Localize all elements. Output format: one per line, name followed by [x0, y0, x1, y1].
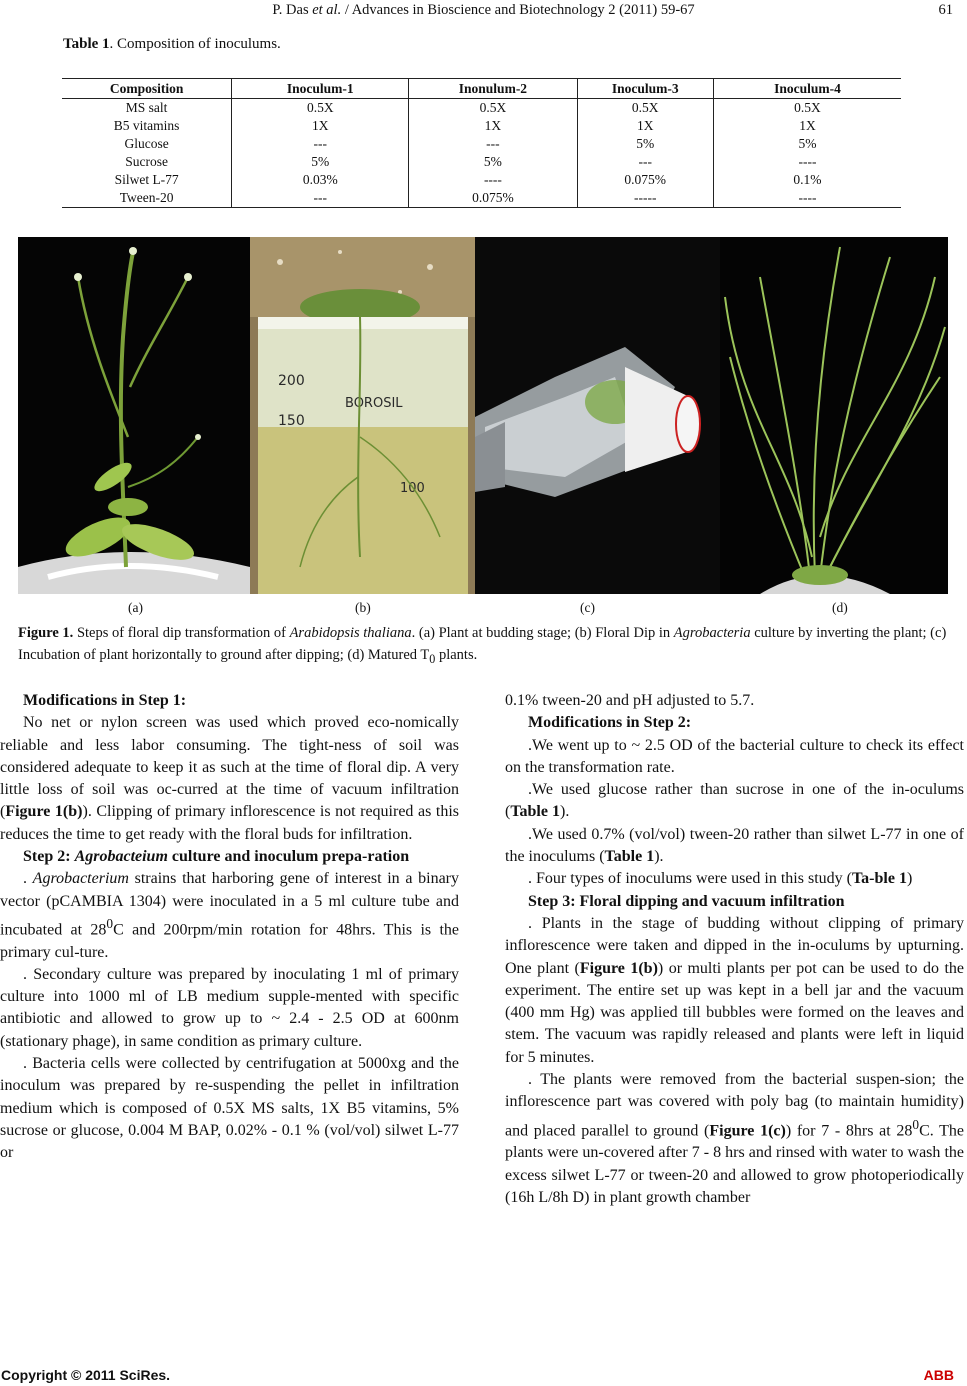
header-etal: et al.: [312, 2, 342, 18]
text: strains that harboring gene of interest in a binary vector (pCAMBIA 1304) were inoculated in a 5 ml culture tube and incubated at 28: [0, 870, 460, 939]
paragraph: .We went up to ~ 2.5 OD of the bacterial culture to check its effect on the transformation rate.: [505, 736, 964, 776]
caption-subscript: 0: [429, 651, 436, 666]
figure-panel-b: [250, 237, 475, 594]
paragraph: . Bacteria cells were collected by centrifugation at 5000xg and the inoculum was prepared by re-suspending the pellet in infiltration medium which is composed of 0.5X MS salts, 1X B5 vitamins, 5% sucrose or glucose, 0.004 M BAP, 0.02% - 0.1 % (vol/vol) silwet L-77 or: [0, 1055, 459, 1162]
composition-table: [62, 78, 901, 208]
left-column: [0, 690, 459, 1165]
beaker-mark-100: 100: [400, 481, 425, 496]
panel-label-b: (b): [355, 600, 371, 615]
table-cell: 0.075%: [409, 189, 577, 208]
figure-reference: Figure 1(b): [5, 803, 83, 821]
panel-label-c: (c): [580, 600, 595, 615]
table-cell: 5%: [577, 135, 713, 153]
text: .We used glucose rather than sucrose in one of the in-oculums (: [505, 781, 964, 821]
paragraph: [505, 1069, 964, 1209]
table-header-cell: Inoculum-4: [713, 79, 901, 99]
table-body: [62, 99, 901, 208]
table-cell: 0.075%: [577, 171, 713, 189]
panel-label-d: (d): [832, 600, 848, 615]
text: ) for 7 - 8hrs at 28: [785, 1121, 913, 1139]
paragraph: [505, 779, 964, 824]
paragraph: . Secondary culture was prepared by inoculating 1 ml of primary culture into 1000 ml of LB medium supple-mented with specific antibiotic and allowed to grow up to ~ 2.4 - 2.5 OD at 600nm (stationary phage), in same condition as primary culture.: [0, 965, 459, 1050]
table-cell: B5 vitamins: [113, 118, 180, 133]
table-row: [62, 99, 901, 118]
table-cell: 0.5X: [232, 99, 409, 118]
figure-panel-c: [475, 237, 720, 594]
right-column: [505, 690, 964, 1209]
caption-genus: Agrobacteria: [673, 625, 751, 641]
figure-1: [18, 237, 948, 594]
running-header: [0, 2, 967, 19]
text: ). Clipping of primary inflorescence is not required as this reduces the time to get ready with the floral buds for infiltration.: [0, 803, 459, 843]
table-cell: Glucose: [124, 136, 169, 151]
text: ) or multi plants per pot can be used to do the experiment. The entire set up was kept in a bell jar and the vacuum (400 mm Hg) was applied till bubbles were formed on the leaves and stem. The vacuum was rapidly released and plants were left in liquid for 5 minutes.: [505, 959, 965, 1066]
table-caption: [63, 36, 281, 53]
heading-step3: Step 3: Floral dipping and vacuum infiltration: [528, 892, 845, 910]
text: . The plants were removed from the bacterial suspen-sion; the inflorescence part was covered with poly bag (to maintain humidity) and placed parallel to ground (: [505, 1071, 964, 1139]
text: ).: [559, 803, 570, 821]
table-reference: Table 1: [510, 803, 560, 821]
figure-caption-label: Figure 1.: [18, 625, 74, 641]
figure-reference: Figure 1(b): [579, 959, 658, 977]
paragraph: [505, 824, 964, 869]
table-cell: 5%: [713, 135, 901, 153]
beaker-mark-150: 150: [278, 413, 305, 429]
table-cell: 1X: [713, 117, 901, 135]
table-cell: 0.03%: [232, 171, 409, 189]
footer-copyright: Copyright © 2011 SciRes.: [1, 1367, 171, 1383]
text-italic: Agrobacterium: [32, 870, 129, 888]
table-header-row: [62, 79, 901, 99]
text: ).: [654, 848, 664, 866]
beaker-brand: BOROSIL: [345, 396, 403, 411]
figure-panel-d: [720, 237, 948, 594]
caption-text: plants.: [435, 647, 478, 663]
table-cell: 0.1%: [713, 171, 901, 189]
table-cell: 1X: [232, 117, 409, 135]
text: culture and inoculum prepa-ration: [167, 848, 410, 866]
table-caption-text: . Composition of inoculums.: [109, 36, 281, 52]
table-header-cell: Composition: [109, 80, 184, 96]
table-cell: 5%: [409, 153, 577, 171]
panel-label-a: (a): [128, 600, 143, 615]
caption-text: Steps of floral dip transformation of: [73, 625, 290, 641]
table-cell: 0.5X: [713, 99, 901, 118]
table-caption-label: Table 1: [63, 36, 110, 52]
caption-text: culture by inverting the plant; (c) Incubation of plant horizontally to ground after dipping; (d) Matured T: [18, 625, 947, 663]
text: . Plants in the stage of budding without clipping of primary inflorescence were taken and dipped in the in-oculums by upturning. One plant (: [505, 914, 964, 977]
text: C and 200rpm/min rotation for 48hrs. This is the primary cul-ture.: [0, 921, 460, 961]
table-row: [62, 189, 901, 208]
table-cell: ---: [232, 189, 409, 208]
heading-step1-modifications: Modifications in Step 1:: [23, 692, 187, 709]
table-cell: 5%: [232, 153, 409, 171]
text: Step 2:: [23, 848, 75, 866]
table-cell: 1X: [409, 117, 577, 135]
paragraph: [0, 868, 459, 964]
figure-reference: Figure 1(c): [709, 1121, 786, 1139]
table-row: [62, 135, 901, 153]
table-cell: ---: [409, 135, 577, 153]
heading-step2-modifications: Modifications in Step 2:: [528, 714, 692, 732]
text: .: [23, 870, 33, 888]
caption-text: . (a) Plant at budding stage; (b) Floral Dip in: [411, 625, 674, 641]
table-cell: ----: [713, 153, 901, 171]
table-header-cell: Inoculum-3: [577, 79, 713, 99]
text-italic: Agrobacteium: [74, 848, 168, 866]
table-row: [62, 171, 901, 189]
caption-species: Arabidopsis thaliana: [289, 625, 412, 641]
table-cell: MS salt: [125, 100, 168, 115]
page-number: 61: [938, 2, 953, 18]
heading-step2: [0, 846, 459, 868]
table-cell: ----: [713, 189, 901, 208]
superscript: 0: [912, 1116, 920, 1132]
table-cell: ---: [577, 153, 713, 171]
table-cell: Silwet L-77: [114, 172, 179, 187]
table-cell: ----: [409, 171, 577, 189]
text: .We used 0.7% (vol/vol) tween-20 rather than silwet L-77 in one of the inoculums (: [505, 825, 964, 866]
figure-panel-a: [18, 237, 250, 594]
header-authors: P. Das: [272, 2, 309, 18]
paragraph: [0, 712, 459, 846]
table-cell: 0.5X: [409, 99, 577, 118]
table-reference: Ta-ble 1: [851, 870, 907, 888]
footer-journal: ABB: [923, 1367, 954, 1383]
superscript: 0: [106, 915, 114, 931]
text: ): [906, 870, 913, 888]
paragraph: 0.1% tween-20 and pH adjusted to 5.7.: [505, 692, 755, 709]
text: . Four types of inoculums were used in this study (: [528, 870, 852, 888]
table-row: [62, 117, 901, 135]
table-cell: Sucrose: [125, 154, 168, 169]
table-cell: 0.5X: [577, 99, 713, 118]
table-cell: ---: [232, 135, 409, 153]
text: C. The plants were un-covered after 7 - 8 hrs and rinsed with water to wash the excess silwet L-77 or tween-20 and allowed to grow photoperiodically (16h L/8h D) in plant growth chamber: [505, 1121, 965, 1206]
beaker-mark-200: 200: [278, 373, 305, 389]
table-cell: -----: [577, 189, 713, 208]
paragraph: [505, 913, 964, 1069]
table-header-cell: Inonulum-2: [409, 79, 577, 99]
table-reference: Table 1: [604, 848, 655, 866]
table-header-cell: Inoculum-1: [232, 79, 409, 99]
table-cell: Tween-20: [119, 190, 174, 205]
figure-caption: [18, 622, 952, 670]
table-cell: 1X: [577, 117, 713, 135]
text: No net or nylon screen was used which proved eco-nomically reliable and less labor consuming. The tight-ness of soil was considered adequate to keep it as such at the time of floral dip. A very little loss of soil was oc-curred at the time of vacuum infiltration (: [0, 714, 459, 821]
paragraph: [505, 868, 964, 890]
table-row: [62, 153, 901, 171]
header-journal: / Advances in Bioscience and Biotechnology 2 (2011) 59-67: [344, 2, 695, 18]
